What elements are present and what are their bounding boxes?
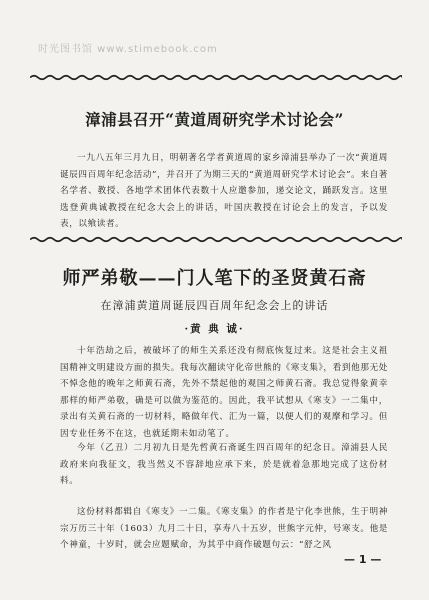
article-2-paragraph-2: 今年（乙丑）二月初九日是先哲黄石斋诞生四百周年的纪念日。漳浦县人民政府来向我征文，我当然义不容辞地应承下来，於是就着急那地完成了这份材料。	[60, 443, 388, 486]
wave-divider-middle	[30, 236, 402, 243]
article-2-title: 师严弟敬——门人笔下的圣贤黄石斋	[62, 268, 367, 289]
article-2-paragraph-1: 十年浩劫之后，被破坏了的师生关系还没有彻底恢复过来。这是社会主义祖国精神文明建设方面的损失。我每次翻读守化帝世熊的《寒支集》，看到他那无处不悼念他的晚年之师黄石斋，先外不禁起他的观国之师黄石斋。我总觉得象黄幸那样的师严弟敬，确是可以做为鉴范的。因此，我平试想从《寒支》一二集中，录出有关黄石斋的一切材料，略做年代、汇为一篇，以便人们的观摩和学习。但因专业任务不在这，也就延期未如动笔了。	[60, 346, 388, 439]
article-1-title: 漳浦县召开“黄道周研究学术讨论会”	[85, 110, 344, 129]
article-1-body: 一九八五年三月九日，明朝著名学者黄道周的家乡漳浦县举办了一次“黄道周诞辰四百周年纪念活动”，并召开了为期三天的“黄道周研究学术讨论会”。来自著名学者、教授、各地学术团体代表数十人应邀参加，递交论文，踊跃发言。这里选登黄典诚教授在纪念大会上的讲话，叶国庆教授在讨论会上的发言，予以发表，以飨读者。	[60, 153, 388, 229]
article-2-paragraph-3: 这份材料都辑自《寒支》一二集。《寒支集》的作者是宁化李世熊，生于明神宗万历三十年（1603）九月二十日，享寿八十五岁，世熊字元仲，号寒支。他是个神童，十岁时，就会应题赋命，为其乎中商作破题句云：“舒之风	[60, 507, 388, 550]
article-2-subtitle: 在漳浦黄道周诞辰四百周年纪念会上的讲话	[100, 299, 329, 312]
watermark: 时光图书馆 www.stimebook.com	[38, 44, 218, 55]
wave-divider-top	[30, 74, 402, 81]
article-2-author: ·黄 典 诚·	[184, 323, 245, 335]
page-number: — 1 —	[344, 553, 382, 566]
